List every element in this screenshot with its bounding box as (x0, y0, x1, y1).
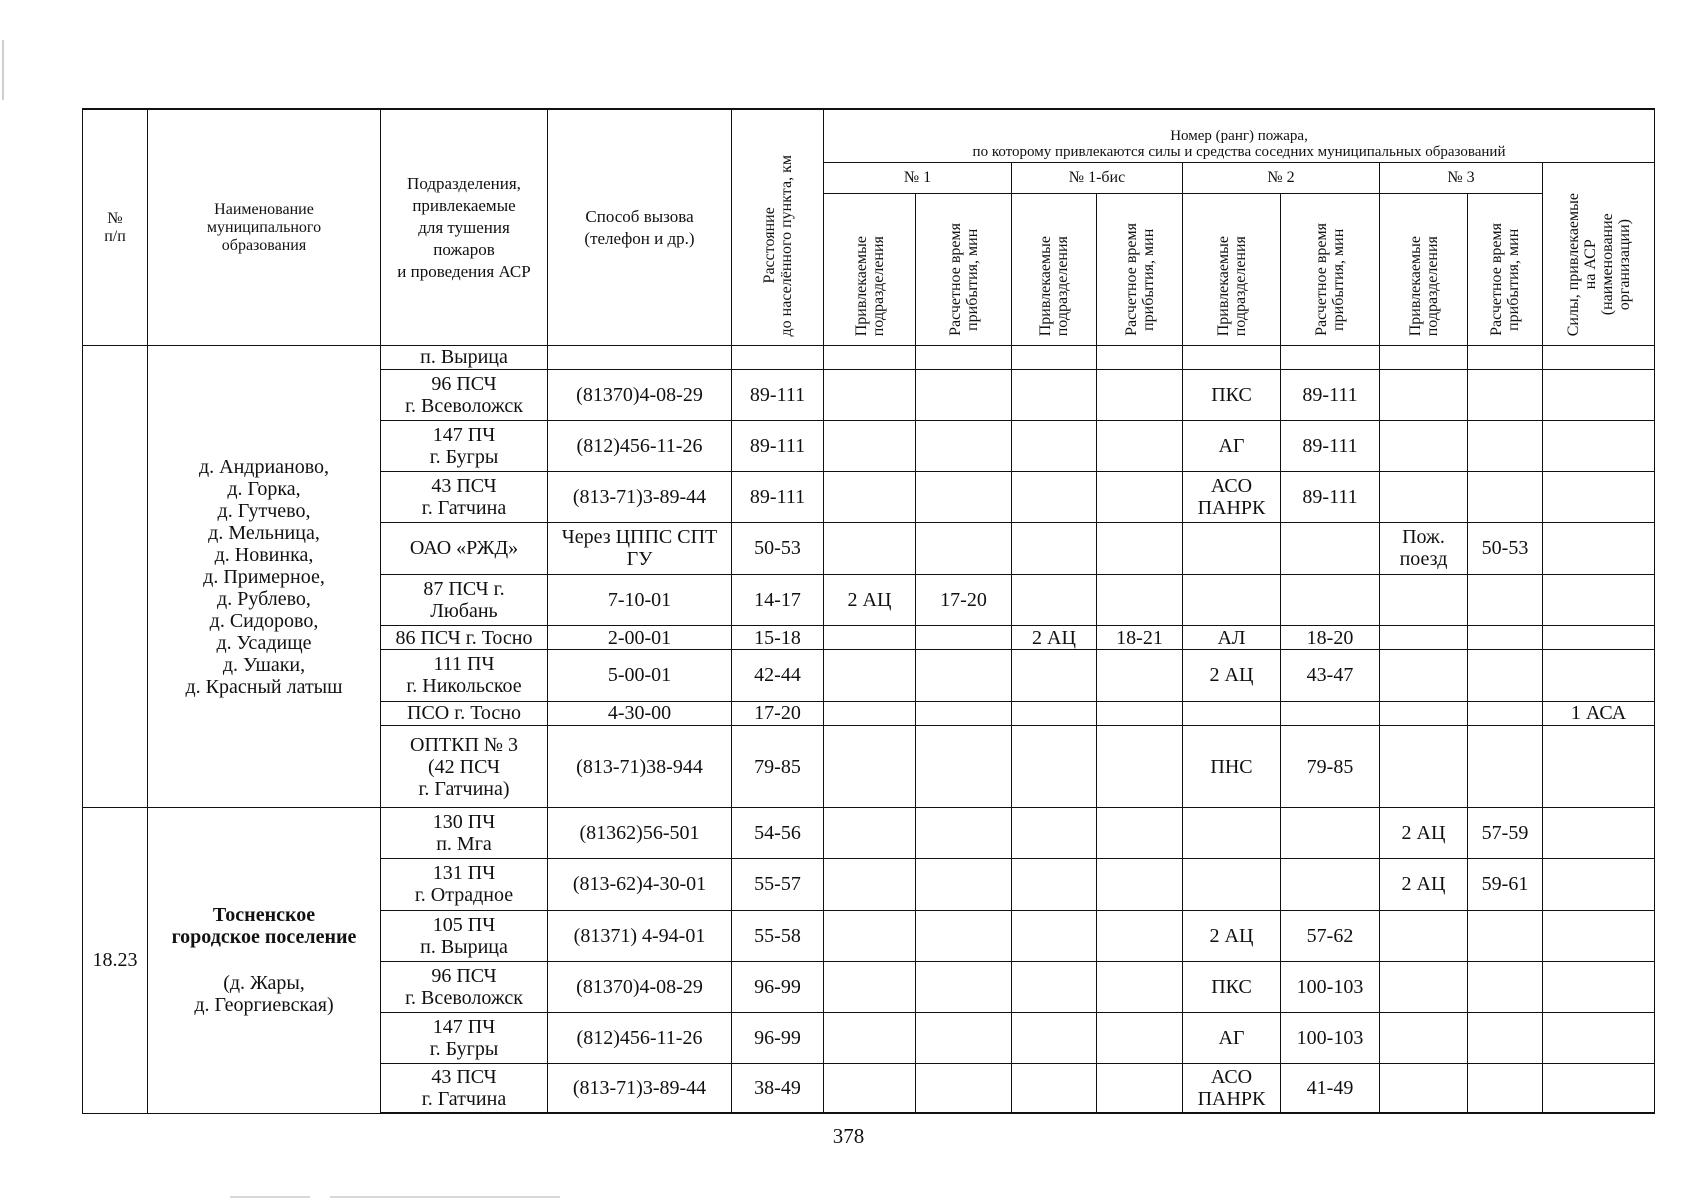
rank1-units-cell (824, 625, 916, 650)
rank3-time-cell (1468, 701, 1543, 726)
unit-cell: 111 ПЧ г. Никольское (381, 650, 548, 701)
rank1bis-units-cell (1012, 1013, 1097, 1064)
rank2-time-cell (1281, 523, 1380, 574)
asr-forces-cell (1543, 625, 1655, 650)
rank3-time-cell (1468, 369, 1543, 420)
rank3-units-cell: Пож. поезд (1380, 523, 1468, 574)
unit-cell: 96 ПСЧ г. Всеволожск (381, 961, 548, 1012)
distance-cell: 50-53 (732, 523, 824, 574)
rank3-time-cell: 57-59 (1468, 808, 1543, 859)
distance-cell: 96-99 (732, 961, 824, 1012)
distance-cell: 55-57 (732, 859, 824, 910)
rank2-time-cell: 100-103 (1281, 961, 1380, 1012)
rank2-time-cell (1281, 859, 1380, 910)
section-number (83, 346, 148, 808)
rank1-time-cell (916, 650, 1012, 701)
rank1-units-cell (824, 523, 916, 574)
rank1-time-cell (916, 523, 1012, 574)
settlement-name: д. Ушаки, (222, 653, 306, 676)
header-distance: Расстояние до населённого пункта, км (732, 109, 824, 346)
rank1-time-cell (916, 369, 1012, 420)
rank1-units-cell (824, 650, 916, 701)
rank3-time-cell (1468, 420, 1543, 471)
rank2-time-cell: 89-111 (1281, 369, 1380, 420)
rank1-time-cell (916, 701, 1012, 726)
header-r3-units: Привлекаемые подразделения (1380, 193, 1468, 346)
rank3-units-cell (1380, 472, 1468, 523)
rank1-time-cell (916, 726, 1012, 808)
rank2-units-cell: 2 АЦ (1183, 910, 1281, 961)
fire-forces-table (82, 108, 1655, 1114)
rank1bis-units-cell (1012, 650, 1097, 701)
rank2-time-cell (1281, 808, 1380, 859)
distance-cell: 55-58 (732, 910, 824, 961)
rank1-units-cell (824, 910, 916, 961)
rank3-time-cell (1468, 574, 1543, 625)
rank1bis-time-cell (1097, 346, 1183, 370)
header-r2-units: Привлекаемые подразделения (1183, 193, 1281, 346)
rank1-time-cell (916, 808, 1012, 859)
rank3-time-cell: 59-61 (1468, 859, 1543, 910)
unit-cell: 130 ПЧ п. Мга (381, 808, 548, 859)
rank1-units-cell (824, 726, 916, 808)
rank2-time-cell: 79-85 (1281, 726, 1380, 808)
settlement-name: д. Мельница, (208, 521, 320, 544)
rank1bis-time-cell (1097, 369, 1183, 420)
header-rank-1: № 1 (824, 162, 1012, 193)
settlement-name: д. Андрианово, (198, 455, 330, 478)
rank1bis-units-cell (1012, 472, 1097, 523)
call-cell: (812)456-11-26 (548, 420, 732, 471)
rank3-units-cell (1380, 420, 1468, 471)
asr-forces-cell (1543, 369, 1655, 420)
rank1-time-cell (916, 472, 1012, 523)
settlement-name: д. Новинка, (214, 543, 314, 566)
rank3-units-cell (1380, 701, 1468, 726)
rank1bis-units-cell (1012, 523, 1097, 574)
distance-cell: 89-111 (732, 369, 824, 420)
rank1-time-cell (916, 859, 1012, 910)
distance-cell: 89-111 (732, 472, 824, 523)
rank2-units-cell: ПКС (1183, 961, 1281, 1012)
unit-cell: 43 ПСЧ г. Гатчина (381, 472, 548, 523)
rank1bis-time-cell: 18-21 (1097, 625, 1183, 650)
rank3-time-cell (1468, 1013, 1543, 1064)
settlement-name: (д. Жары, (223, 972, 305, 995)
rank1-units-cell (824, 472, 916, 523)
rank1-units-cell (824, 701, 916, 726)
spacer (150, 948, 378, 972)
asr-forces-cell: 1 АСА (1543, 701, 1655, 726)
rank2-time-cell (1281, 701, 1380, 726)
rank1bis-units-cell: 2 АЦ (1012, 625, 1097, 650)
rank2-time-cell: 100-103 (1281, 1013, 1380, 1064)
asr-forces-cell (1543, 726, 1655, 808)
rank3-units-cell (1380, 574, 1468, 625)
header-rank-1bis: № 1-бис (1012, 162, 1183, 193)
header-units: Подразделения, привлекаемые для тушения пожаров и проведения АСР (381, 109, 548, 346)
rank1bis-units-cell (1012, 701, 1097, 726)
header-r1bis-time: Расчетное время прибытия, мин (1097, 193, 1183, 346)
asr-forces-cell (1543, 472, 1655, 523)
call-cell: (813-71)38-944 (548, 726, 732, 808)
rank1bis-time-cell (1097, 859, 1183, 910)
rank2-units-cell: АГ (1183, 1013, 1281, 1064)
settlement-name: д. Горка, (227, 477, 301, 500)
rank3-units-cell: 2 АЦ (1380, 808, 1468, 859)
table-row (83, 808, 1655, 859)
municipality-title: Тосненское городское поселение (171, 904, 357, 949)
rank3-time-cell (1468, 625, 1543, 650)
rank1-units-cell (824, 859, 916, 910)
rank1bis-time-cell (1097, 420, 1183, 471)
scan-artifact (230, 1196, 310, 1198)
rank1-time-cell (916, 625, 1012, 650)
rank3-units-cell (1380, 1064, 1468, 1113)
call-cell: 4-30-00 (548, 701, 732, 726)
rank3-units-cell (1380, 369, 1468, 420)
rank3-units-cell (1380, 910, 1468, 961)
unit-cell: ОАО «РЖД» (381, 523, 548, 574)
unit-cell: 105 ПЧ п. Вырица (381, 910, 548, 961)
asr-forces-cell (1543, 859, 1655, 910)
distance-cell: 15-18 (732, 625, 824, 650)
rank3-time-cell (1468, 650, 1543, 701)
asr-forces-cell (1543, 523, 1655, 574)
rank1-time-cell (916, 346, 1012, 370)
call-cell: (812)456-11-26 (548, 1013, 732, 1064)
call-cell: (81370)4-08-29 (548, 369, 732, 420)
unit-cell: п. Вырица (381, 346, 548, 370)
asr-forces-cell (1543, 1013, 1655, 1064)
rank3-units-cell (1380, 1013, 1468, 1064)
call-cell: (81370)4-08-29 (548, 961, 732, 1012)
rank2-units-cell: ПНС (1183, 726, 1281, 808)
distance-cell: 96-99 (732, 1013, 824, 1064)
page-number: 378 (832, 1124, 865, 1148)
rank1-units-cell (824, 808, 916, 859)
rank2-units-cell (1183, 808, 1281, 859)
rank2-units-cell (1183, 574, 1281, 625)
rank2-units-cell: АСО ПАНРК (1183, 472, 1281, 523)
rank1-time-cell (916, 420, 1012, 471)
distance-cell: 38-49 (732, 1064, 824, 1113)
asr-forces-cell (1543, 1064, 1655, 1113)
rank1-units-cell (824, 961, 916, 1012)
rank3-units-cell (1380, 961, 1468, 1012)
unit-cell: ОПТКП № 3 (42 ПСЧ г. Гатчина) (381, 726, 548, 808)
rank2-time-cell: 18-20 (1281, 625, 1380, 650)
rank3-time-cell: 50-53 (1468, 523, 1543, 574)
call-cell: (813-71)3-89-44 (548, 1064, 732, 1113)
rank2-units-cell: 2 АЦ (1183, 650, 1281, 701)
rank1-units-cell (824, 369, 916, 420)
settlement-name: д. Гутчево, (217, 499, 311, 522)
rank1bis-time-cell (1097, 650, 1183, 701)
table-row (83, 346, 1655, 370)
unit-cell: 86 ПСЧ г. Тосно (381, 625, 548, 650)
asr-forces-cell (1543, 574, 1655, 625)
rank1bis-units-cell (1012, 574, 1097, 625)
rank1-time-cell (916, 1013, 1012, 1064)
header-r2-time: Расчетное время прибытия, мин (1281, 193, 1380, 346)
header-r1-time: Расчетное время прибытия, мин (916, 193, 1012, 346)
settlement-name: д. Георгиевская) (194, 994, 334, 1017)
rank1bis-units-cell (1012, 726, 1097, 808)
rank1bis-time-cell (1097, 523, 1183, 574)
unit-cell: 147 ПЧ г. Бугры (381, 420, 548, 471)
rank1bis-time-cell (1097, 1064, 1183, 1113)
unit-cell: ПСО г. Тосно (381, 701, 548, 726)
asr-forces-cell (1543, 961, 1655, 1012)
rank1bis-units-cell (1012, 961, 1097, 1012)
distance-cell: 89-111 (732, 420, 824, 471)
rank2-time-cell: 41-49 (1281, 1064, 1380, 1113)
rank3-time-cell (1468, 910, 1543, 961)
rank3-units-cell (1380, 346, 1468, 370)
rank1bis-time-cell (1097, 726, 1183, 808)
header-fire-rank: Номер (ранг) пожара, по которому привлекаются силы и средства соседних муниципальных образований (824, 109, 1655, 162)
header-call: Способ вызова (телефон и др.) (548, 109, 732, 346)
unit-cell: 96 ПСЧ г. Всеволожск (381, 369, 548, 420)
rank1bis-units-cell (1012, 910, 1097, 961)
settlement-name: д. Примерное, (203, 565, 325, 588)
header-rank-3: № 3 (1380, 162, 1543, 193)
header-r1bis-units: Привлекаемые подразделения (1012, 193, 1097, 346)
rank3-units-cell (1380, 625, 1468, 650)
rank1bis-time-cell (1097, 808, 1183, 859)
header-num: № п/п (83, 109, 148, 346)
scan-artifact (330, 1196, 560, 1198)
call-cell: (813-71)3-89-44 (548, 472, 732, 523)
rank1bis-units-cell (1012, 420, 1097, 471)
rank1bis-time-cell (1097, 910, 1183, 961)
rank3-units-cell (1380, 650, 1468, 701)
rank1-units-cell (824, 1013, 916, 1064)
distance-cell: 14-17 (732, 574, 824, 625)
rank2-units-cell: АЛ (1183, 625, 1281, 650)
call-cell: 2-00-01 (548, 625, 732, 650)
rank1-time-cell (916, 910, 1012, 961)
rank1-units-cell (824, 420, 916, 471)
rank1-units-cell (824, 346, 916, 370)
unit-cell: 131 ПЧ г. Отрадное (381, 859, 548, 910)
header-rank-2: № 2 (1183, 162, 1380, 193)
rank2-units-cell (1183, 346, 1281, 370)
call-cell: Через ЦППС СПТ ГУ (548, 523, 732, 574)
call-cell: 5-00-01 (548, 650, 732, 701)
rank2-units-cell: ПКС (1183, 369, 1281, 420)
unit-cell: 43 ПСЧ г. Гатчина (381, 1064, 548, 1113)
distance-cell (732, 346, 824, 370)
rank2-time-cell: 57-62 (1281, 910, 1380, 961)
municipality-name (148, 808, 381, 1113)
header-name: Наименование муниципального образования (148, 109, 381, 346)
settlement-name: д. Рублево, (217, 587, 311, 610)
rank2-time-cell: 43-47 (1281, 650, 1380, 701)
call-cell: (81362)56-501 (548, 808, 732, 859)
distance-cell: 17-20 (732, 701, 824, 726)
settlement-name: д. Сидорово, (209, 609, 319, 632)
rank1-time-cell: 17-20 (916, 574, 1012, 625)
distance-cell: 54-56 (732, 808, 824, 859)
distance-cell: 42-44 (732, 650, 824, 701)
asr-forces-cell (1543, 910, 1655, 961)
rank2-units-cell (1183, 701, 1281, 726)
rank3-time-cell (1468, 346, 1543, 370)
rank2-units-cell (1183, 523, 1281, 574)
unit-cell: 147 ПЧ г. Бугры (381, 1013, 548, 1064)
rank3-units-cell (1380, 726, 1468, 808)
settlement-name: д. Усадище (216, 631, 312, 654)
rank2-units-cell (1183, 859, 1281, 910)
call-cell (548, 346, 732, 370)
rank3-time-cell (1468, 726, 1543, 808)
distance-cell: 79-85 (732, 726, 824, 808)
rank1bis-units-cell (1012, 369, 1097, 420)
asr-forces-cell (1543, 420, 1655, 471)
rank3-time-cell (1468, 472, 1543, 523)
municipality-name (148, 346, 381, 808)
rank1-units-cell (824, 1064, 916, 1113)
rank1-time-cell (916, 1064, 1012, 1113)
call-cell: (813-62)4-30-01 (548, 859, 732, 910)
rank3-time-cell (1468, 1064, 1543, 1113)
rank2-units-cell: АСО ПАНРК (1183, 1064, 1281, 1113)
rank3-units-cell: 2 АЦ (1380, 859, 1468, 910)
page-edge-mark (2, 40, 4, 100)
rank2-time-cell: 89-111 (1281, 420, 1380, 471)
rank2-time-cell (1281, 346, 1380, 370)
rank1bis-units-cell (1012, 859, 1097, 910)
asr-forces-cell (1543, 346, 1655, 370)
rank1bis-time-cell (1097, 701, 1183, 726)
header-asr-forces: Силы, привлекаемые на АСР (наименование организации) (1543, 162, 1655, 345)
rank1bis-time-cell (1097, 961, 1183, 1012)
rank1bis-units-cell (1012, 808, 1097, 859)
rank3-time-cell (1468, 961, 1543, 1012)
settlement-name: д. Красный латыш (185, 675, 343, 698)
rank1bis-time-cell (1097, 1013, 1183, 1064)
rank1bis-units-cell (1012, 1064, 1097, 1113)
asr-forces-cell (1543, 650, 1655, 701)
asr-forces-cell (1543, 808, 1655, 859)
rank2-units-cell: АГ (1183, 420, 1281, 471)
section-number: 18.23 (83, 808, 148, 1113)
rank1bis-time-cell (1097, 574, 1183, 625)
rank1bis-units-cell (1012, 346, 1097, 370)
rank1bis-time-cell (1097, 472, 1183, 523)
header-r1-units: Привлекаемые подразделения (824, 193, 916, 346)
call-cell: 7-10-01 (548, 574, 732, 625)
unit-cell: 87 ПСЧ г. Любань (381, 574, 548, 625)
header-r3-time: Расчетное время прибытия, мин (1468, 193, 1543, 346)
call-cell: (81371) 4-94-01 (548, 910, 732, 961)
rank2-time-cell (1281, 574, 1380, 625)
rank2-time-cell: 89-111 (1281, 472, 1380, 523)
rank1-units-cell: 2 АЦ (824, 574, 916, 625)
rank1-time-cell (916, 961, 1012, 1012)
